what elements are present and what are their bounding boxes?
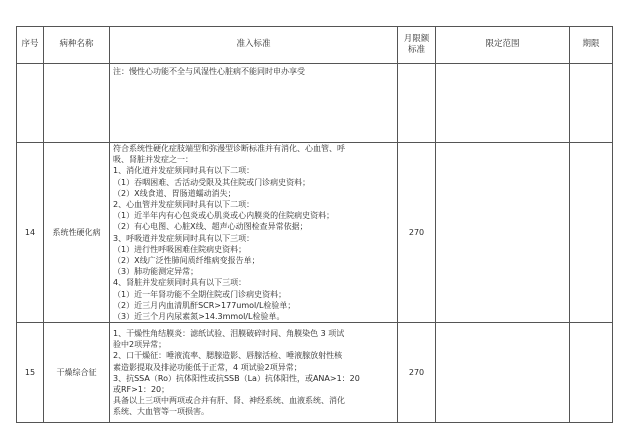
criteria-line: 系统、大血管等一项损害。 [113, 407, 209, 417]
row-disease [44, 64, 110, 143]
header-period: 期限 [570, 27, 613, 64]
table-row [17, 323, 613, 423]
row-disease: 干燥综合征 [44, 323, 110, 423]
criteria-line: 4、肾脏并发症须同时具有以下三项： [113, 278, 247, 288]
criteria-line: 验中2项异常； [113, 340, 167, 350]
criteria-line: （2）X线广泛性肺间质纤维病变报告单； [113, 256, 260, 266]
row-period [570, 143, 613, 323]
criteria-line: （2）近三月内血清肌酐SCR>177umol/L检验单； [113, 300, 296, 310]
criteria-line: （3）近三个月内尿素氮>14.3mmol/L检验单。 [113, 312, 285, 322]
row-criteria [110, 143, 398, 323]
criteria-line: 2、口干燥征：唾液流率、腮腺造影、唇腺活检、唾液腺放射性核 [113, 351, 343, 361]
header-scope: 限定范围 [436, 27, 570, 64]
criteria-line: （1）进行性呼吸困难住院病史资料； [113, 244, 247, 254]
table-header-row [17, 27, 613, 64]
criteria-line: 符合系统性硬化症肢端型和弥漫型诊断标准并有消化、心血管、呼 [113, 144, 345, 153]
row-no: 14 [17, 143, 44, 323]
row-no: 15 [17, 323, 44, 423]
criteria-line: （1）近半年内有心包炎或心肌炎或心内膜炎的住院病史资料； [113, 211, 335, 221]
row-criteria [110, 323, 398, 423]
row-scope [436, 323, 570, 423]
criteria-line: 3、抗SSA（Ro）抗体阳性或抗SSB（La）抗体阳性，或ANA>1：20 [113, 373, 360, 383]
criteria-line: （1）吞咽困难、舌活动受限及其住院或门诊病史资料； [113, 177, 311, 187]
table-row [17, 64, 613, 143]
criteria-line: 素造影提取及排泌功能低于正常，4 项试验2项异常； [113, 362, 302, 372]
row-no [17, 64, 44, 143]
table-row [17, 143, 613, 323]
criteria-line: 3、呼吸道并发症须同时具有以下三项： [113, 233, 255, 243]
criteria-line: （2）X线食道、胃肠道蠕动消失； [113, 188, 236, 198]
header-no: 序号 [17, 27, 44, 64]
row-limit: 270 [398, 323, 436, 423]
row-period [570, 64, 613, 143]
disease-criteria-table [16, 26, 613, 423]
criteria-line: （3）肺功能测定异常； [113, 267, 199, 277]
criteria-line: 具备以上三项中两项或合并有肝、肾、神经系统、血液系统、消化 [113, 396, 345, 406]
row-scope [436, 143, 570, 323]
row-period [570, 323, 613, 423]
criteria-line: 2、心血管并发症须同时具有以下二项： [113, 200, 255, 210]
row-limit [398, 64, 436, 143]
criteria-line: 或RF>1：20； [113, 384, 170, 394]
criteria-line: （1）近一年肾功能不全期住院或门诊病史资料； [113, 289, 287, 299]
criteria-line: 吸、肾脏并发症之一： [113, 155, 193, 165]
criteria-line: 注：慢性心功能不全与风湿性心脏病不能同时申办享受 [113, 67, 305, 76]
criteria-line: 1、干燥性角结膜炎：滤纸试验、泪膜破碎时间、角膜染色 3 项试 [113, 328, 345, 338]
criteria-line: 1、消化道并发症须同时具有以下二项： [113, 166, 255, 176]
row-criteria [110, 64, 398, 143]
header-disease: 病种名称 [44, 27, 110, 64]
criteria-line: （2）有心电图、心脏X线、超声心动图检查异常依据； [113, 222, 308, 232]
row-disease: 系统性硬化病 [44, 143, 110, 323]
header-criteria: 准入标准 [110, 27, 398, 64]
row-scope [436, 64, 570, 143]
header-limit: 月限额标准 [398, 27, 436, 64]
row-limit: 270 [398, 143, 436, 323]
